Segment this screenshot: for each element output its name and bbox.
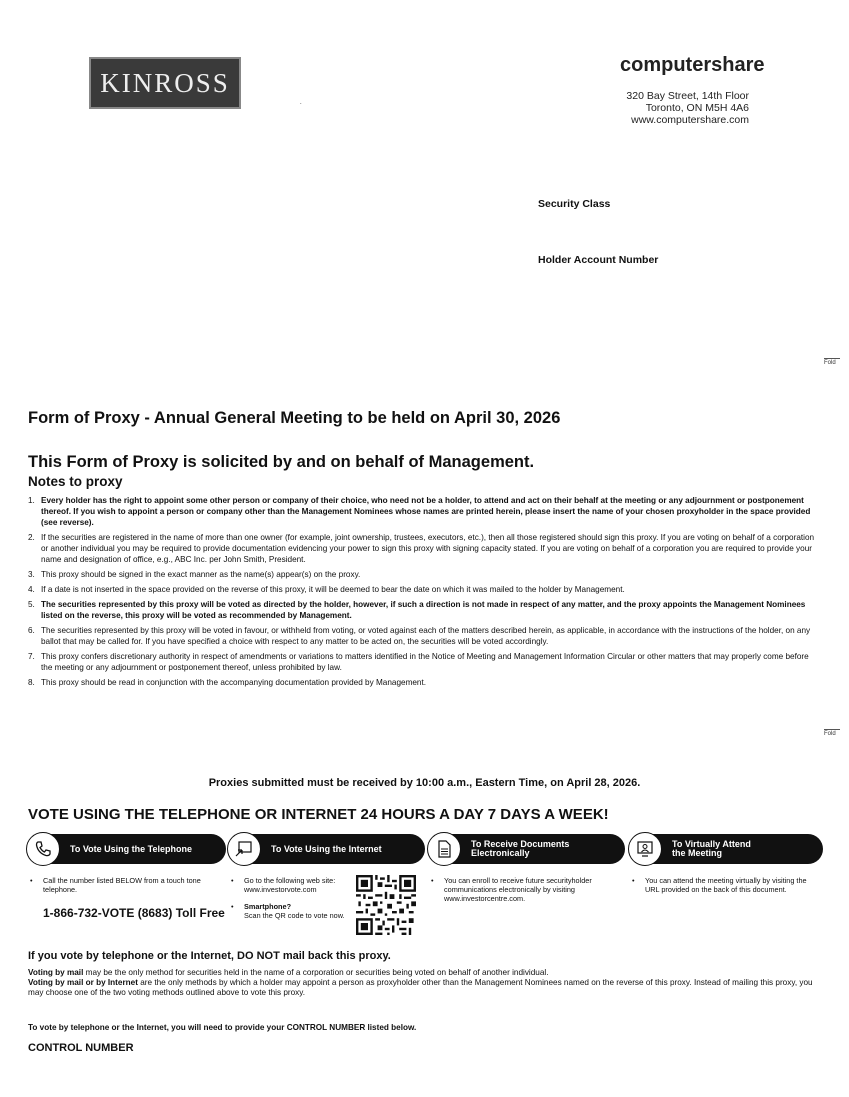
- security-class-label: Security Class: [538, 198, 611, 210]
- note-number: 7.: [28, 652, 35, 661]
- internet-instruction: [231, 876, 349, 894]
- address-line: 320 Bay Street, 14th Floor: [626, 90, 749, 102]
- mail-note-2-bold: Voting by mail or by Internet: [28, 978, 138, 987]
- note-text: If a date is not inserted in the space provided on the reverse of this proxy, it will be deemed to bear the date on which it was mailed to the holder by Management.: [41, 585, 625, 594]
- mail-note-2-text: are the only methods by which a holder may appoint a person as proxyholder other than the Management Nominees named on the reverse of this proxy. Instead of mailing this proxy, you may choose one of the two voting methods outlined above to vote this proxy.: [28, 978, 813, 997]
- document-icon: [427, 832, 461, 866]
- fold-mark: Fold: [824, 358, 840, 366]
- kinross-logo: [89, 57, 241, 109]
- attend-title-line: the Meeting: [672, 848, 723, 858]
- smartphone-title: Smartphone?: [244, 902, 292, 911]
- mail-note-2: [28, 978, 828, 998]
- bullet: •: [231, 876, 234, 885]
- note-number: 5.: [28, 600, 35, 609]
- note-item: [28, 677, 818, 688]
- note-item: [28, 532, 818, 565]
- control-number-label: CONTROL NUMBER: [28, 1042, 134, 1054]
- dot-mark: .: [300, 100, 302, 106]
- vote-heading: VOTE USING THE TELEPHONE OR INTERNET 24 HOURS A DAY 7 DAYS A WEEK!: [28, 806, 609, 823]
- internet-method-header: [229, 834, 425, 864]
- fold-mark: Fold: [824, 729, 840, 737]
- qr-code[interactable]: [356, 875, 416, 935]
- telephone-instruction: [30, 876, 210, 894]
- notes-list: [28, 495, 818, 692]
- internet-instruction-text: Go to the following web site: www.investorvote.com: [244, 876, 336, 894]
- mail-note-1: [28, 968, 828, 978]
- note-number: 4.: [28, 585, 35, 594]
- note-text: If the securities are registered in the name of more than one owner (for example, joint ownership, trustees, executors, etc.), then all those registered should sign this proxy. If you are voting on behalf of a corporation or another individual you may be required to provide documentation evidencing your power to sign this proxy with signing capacity stated. If you are voting on behalf of a corporation you are required to provide your name and designation of office, e.g., ABC Inc. per John Smith, President.: [41, 533, 815, 564]
- note-number: 3.: [28, 570, 35, 579]
- documents-method-header: [429, 834, 625, 864]
- address-line: www.computershare.com: [631, 114, 749, 126]
- telephone-method-title: To Vote Using the Telephone: [70, 843, 193, 854]
- note-text: The securities represented by this proxy will be voted as directed by the holder, however, if such a direction is not made in respect of any matter, and the proxy appoints the Management Nominees listed on the reverse, this proxy will be voted as recommended by Management.: [41, 600, 806, 620]
- person-icon: [628, 832, 662, 866]
- notes-title: Notes to proxy: [28, 474, 123, 489]
- address-line: Toronto, ON M5H 4A6: [645, 102, 749, 114]
- note-number: 1.: [28, 496, 35, 505]
- computershare-address: [600, 90, 749, 126]
- note-text: This proxy should be signed in the exact manner as the name(s) appear(s) on the proxy.: [41, 570, 361, 579]
- internet-method-title: To Vote Using the Internet: [271, 843, 382, 854]
- note-number: 2.: [28, 533, 35, 542]
- note-item: [28, 651, 818, 673]
- mail-note-1-bold: Voting by mail: [28, 968, 84, 977]
- smartphone-instruction: [231, 902, 349, 920]
- note-number: 8.: [28, 678, 35, 687]
- mail-notes: [28, 968, 828, 998]
- bullet: •: [431, 876, 434, 885]
- note-item: [28, 584, 818, 595]
- documents-title-line: Electronically: [471, 848, 530, 858]
- smartphone-text: Scan the QR code to vote now.: [244, 911, 345, 920]
- note-text: This proxy should be read in conjunction with the accompanying documentation provided by Management.: [41, 678, 427, 687]
- documents-title-line: To Receive Documents: [471, 839, 570, 849]
- documents-instruction: [431, 876, 611, 903]
- bullet: •: [231, 902, 234, 911]
- kinross-logo-text: KINROSS: [100, 67, 230, 98]
- attend-instruction-text: You can attend the meeting virtually by visiting the URL provided on the back of this document.: [645, 876, 807, 894]
- deadline-text: Proxies submitted must be received by 10:00 a.m., Eastern Time, on April 28, 2026.: [208, 777, 641, 789]
- attend-instruction: [632, 876, 814, 894]
- control-instruction: To vote by telephone or the Internet, you will need to provide your CONTROL NUMBER listed below.: [28, 1023, 417, 1032]
- no-mail-warning: If you vote by telephone or the Internet, DO NOT mail back this proxy.: [28, 950, 391, 962]
- telephone-method-header: [28, 834, 226, 864]
- note-item: [28, 569, 818, 580]
- note-item: [28, 599, 818, 621]
- telephone-instruction-text: Call the number listed BELOW from a touch tone telephone.: [43, 876, 201, 894]
- cursor-icon: [227, 832, 261, 866]
- computershare-logo: [620, 54, 765, 77]
- attend-method-header: [630, 834, 823, 864]
- documents-method-title: [471, 840, 569, 858]
- phone-number: 1-866-732-VOTE (8683) Toll Free: [43, 906, 225, 920]
- form-title: Form of Proxy - Annual General Meeting to be held on April 30, 2026: [28, 409, 561, 427]
- note-text: Every holder has the right to appoint some other person or company of their choice, who need not be a holder, to attend and act on their behalf at the meeting or any adjournment or postponement thereof. If you wish to appoint a person or company other than the Management Nominees whose names are printed herein, please insert the name of your chosen proxyholder in the space provided (see reverse).: [41, 496, 811, 527]
- note-text: The securities represented by this proxy will be voted in favour, or withheld from voting, or voted against each of the matters described herein, as applicable, in accordance with the instructions of the holder, on any ballot that may be called for. If you have specified a choice with respect to any matter to be acted on, the securities will be voted accordingly.: [41, 626, 811, 646]
- computershare-logo-text: computershare: [620, 54, 765, 76]
- solicit-title: This Form of Proxy is solicited by and on behalf of Management.: [28, 453, 535, 471]
- holder-account-label: Holder Account Number: [538, 254, 659, 266]
- phone-icon: [26, 832, 60, 866]
- note-number: 6.: [28, 626, 35, 635]
- bullet: •: [30, 876, 33, 885]
- attend-title-line: To Virtually Attend: [672, 839, 751, 849]
- documents-instruction-text: You can enroll to receive future securityholder communications electronically by visiting www.investorcentre.com.: [444, 876, 592, 903]
- note-text: This proxy confers discretionary authority in respect of amendments or variations to matters identified in the Notice of Meeting and Management Information Circular or other matters that may properly come before the meeting or any adjournment or postponement thereof, unless prohibited by law.: [41, 652, 809, 672]
- bullet: •: [632, 876, 635, 885]
- note-item: [28, 625, 818, 647]
- note-item: [28, 495, 818, 528]
- mail-note-1-text: may be the only method for securities held in the name of a corporation or securities being voted on behalf of another individual.: [83, 968, 549, 977]
- attend-method-title: [672, 840, 751, 858]
